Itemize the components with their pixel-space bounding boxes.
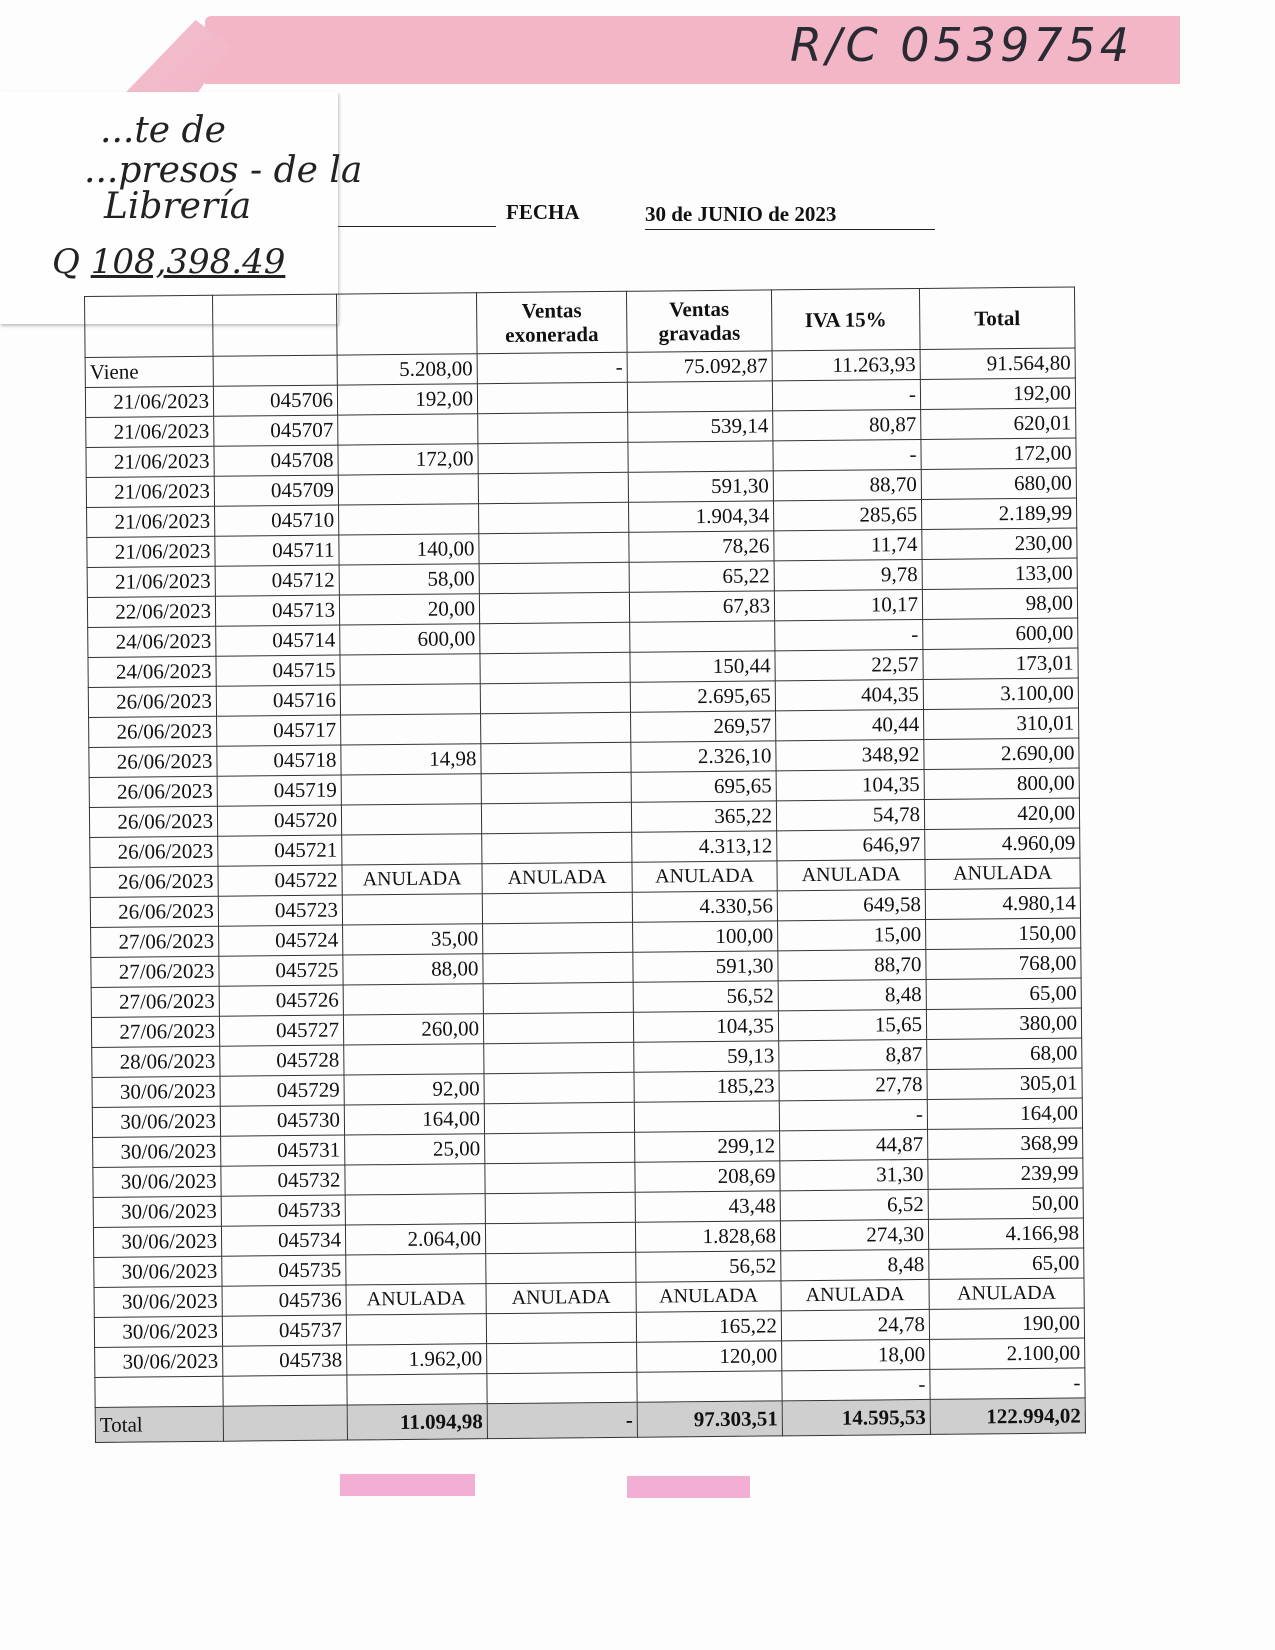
row-total: 65,00 — [926, 978, 1081, 1009]
row-total: 239,99 — [928, 1158, 1083, 1189]
blank-line — [338, 226, 496, 227]
row-iva: 54,78 — [776, 799, 924, 830]
row-iva: 15,65 — [778, 1009, 926, 1040]
row-iva: 88,70 — [778, 949, 926, 980]
row-iva: 10,17 — [774, 589, 922, 620]
row-invoice-number: 045722 — [218, 865, 342, 896]
row-exonerada — [481, 772, 631, 803]
row-invoice-number: 045716 — [216, 685, 340, 716]
row-date: 24/06/2023 — [88, 626, 216, 657]
row-iva: ANULADA — [777, 859, 925, 890]
row-exentas: 35,00 — [343, 924, 483, 955]
row-date: 30/06/2023 — [95, 1346, 223, 1377]
row-iva: 8,48 — [781, 1249, 929, 1280]
row-exonerada — [478, 472, 628, 503]
row-total: 620,01 — [921, 408, 1076, 439]
row-exentas: 58,00 — [339, 564, 479, 595]
row-gravadas — [634, 1101, 779, 1132]
row-total: - — [930, 1368, 1085, 1399]
viene-label: Viene — [85, 356, 213, 387]
row-exonerada — [487, 1372, 637, 1403]
row-invoice-number: 045714 — [216, 625, 340, 656]
row-exonerada — [485, 1222, 635, 1253]
reference-code: R/C 0539754 — [790, 18, 1134, 72]
row-gravadas: 1.904,34 — [629, 501, 774, 532]
row-invoice-number: 045717 — [217, 715, 341, 746]
row-invoice-number: 045712 — [215, 565, 339, 596]
row-date: 30/06/2023 — [93, 1226, 221, 1257]
note-amount-value: 108,398.49 — [90, 242, 286, 282]
viene-exonerada: - — [477, 352, 627, 383]
row-gravadas: 208,69 — [635, 1161, 780, 1192]
row-invoice-number: 045709 — [214, 475, 338, 506]
row-date: 27/06/2023 — [91, 986, 219, 1017]
row-gravadas: 4.313,12 — [632, 831, 777, 862]
row-total: 2.690,00 — [924, 738, 1079, 769]
header-cell: Ventas gravadas — [626, 290, 772, 352]
row-invoice-number: 045730 — [220, 1105, 344, 1136]
row-invoice-number: 045721 — [218, 835, 342, 866]
row-exonerada — [477, 382, 627, 413]
row-total: 190,00 — [929, 1308, 1084, 1339]
row-total: 164,00 — [927, 1098, 1082, 1129]
row-exonerada — [480, 622, 630, 653]
row-exentas — [344, 1044, 484, 1075]
row-gravadas: 695,65 — [631, 771, 776, 802]
row-total: 150,00 — [926, 918, 1081, 949]
row-gravadas: 1.828,68 — [635, 1221, 780, 1252]
row-date: 24/06/2023 — [88, 656, 216, 687]
row-gravadas: 59,13 — [634, 1041, 779, 1072]
fecha-value: 30 de JUNIO de 2023 — [645, 202, 935, 230]
row-date: 30/06/2023 — [93, 1166, 221, 1197]
row-iva: - — [782, 1369, 930, 1400]
row-gravadas: 100,00 — [633, 921, 778, 952]
row-invoice-number: 045708 — [214, 445, 338, 476]
row-iva: 15,00 — [778, 919, 926, 950]
row-iva: 649,58 — [777, 889, 925, 920]
row-invoice-number: 045715 — [216, 655, 340, 686]
row-invoice-number: 045720 — [217, 805, 341, 836]
ledger-table — [84, 286, 1086, 1442]
row-exonerada — [483, 922, 633, 953]
row-date: 21/06/2023 — [87, 566, 215, 597]
row-exentas — [338, 414, 478, 445]
row-gravadas: 591,30 — [633, 951, 778, 982]
row-exonerada — [481, 742, 631, 773]
total-total: 122.994,02 — [930, 1398, 1085, 1434]
row-date: 28/06/2023 — [92, 1046, 220, 1077]
row-exonerada — [484, 1072, 634, 1103]
row-total: 800,00 — [924, 768, 1079, 799]
viene-gravadas: 75.092,87 — [627, 351, 772, 382]
row-gravadas — [627, 381, 772, 412]
row-date: 30/06/2023 — [93, 1196, 221, 1227]
row-iva: 285,65 — [773, 499, 921, 530]
row-total: 50,00 — [928, 1188, 1083, 1219]
row-exentas: 140,00 — [339, 534, 479, 565]
row-exonerada: ANULADA — [486, 1282, 636, 1313]
row-exonerada — [485, 1192, 635, 1223]
row-iva: - — [779, 1099, 927, 1130]
row-iva: - — [773, 439, 921, 470]
row-gravadas: 269,57 — [631, 711, 776, 742]
note-currency: Q — [52, 242, 80, 282]
row-exonerada — [485, 1162, 635, 1193]
row-date — [95, 1376, 223, 1407]
row-exonerada — [485, 1132, 635, 1163]
row-exonerada — [482, 892, 632, 923]
row-exonerada — [479, 562, 629, 593]
row-exonerada — [480, 682, 630, 713]
row-exentas — [340, 654, 480, 685]
row-total: ANULADA — [925, 858, 1080, 889]
row-exonerada — [481, 712, 631, 743]
row-gravadas: ANULADA — [632, 861, 777, 892]
row-iva: 8,48 — [778, 979, 926, 1010]
row-gravadas: 299,12 — [635, 1131, 780, 1162]
row-exentas — [340, 684, 480, 715]
pink-tab-left — [340, 1474, 475, 1496]
row-date: 21/06/2023 — [86, 476, 214, 507]
row-date: 30/06/2023 — [94, 1256, 222, 1287]
row-exentas: ANULADA — [342, 864, 482, 895]
row-total: 368,99 — [928, 1128, 1083, 1159]
row-iva: 104,35 — [776, 769, 924, 800]
header-cell — [336, 293, 477, 355]
row-date: 26/06/2023 — [88, 686, 216, 717]
row-date: 21/06/2023 — [87, 506, 215, 537]
row-exonerada — [486, 1252, 636, 1283]
row-date: 21/06/2023 — [85, 386, 213, 417]
row-total: 192,00 — [920, 378, 1075, 409]
row-iva: 24,78 — [781, 1309, 929, 1340]
row-total: ANULADA — [929, 1278, 1084, 1309]
row-iva: 18,00 — [782, 1339, 930, 1370]
row-exonerada — [478, 412, 628, 443]
fecha-label: FECHA — [506, 200, 580, 224]
note-line-3: Librería — [104, 186, 252, 227]
row-exentas: ANULADA — [346, 1284, 486, 1315]
row-invoice-number: 045735 — [222, 1255, 346, 1286]
row-iva: 404,35 — [775, 679, 923, 710]
row-gravadas: 4.330,56 — [632, 891, 777, 922]
total-gravadas: 97.303,51 — [637, 1401, 782, 1437]
row-invoice-number: 045727 — [219, 1015, 343, 1046]
row-invoice-number: 045713 — [215, 595, 339, 626]
row-total: 2.100,00 — [930, 1338, 1085, 1369]
row-invoice-number: 045711 — [215, 535, 339, 566]
row-iva: 11,74 — [774, 529, 922, 560]
row-total: 2.189,99 — [921, 498, 1076, 529]
row-exentas: 92,00 — [344, 1074, 484, 1105]
row-gravadas — [630, 621, 775, 652]
row-date: 21/06/2023 — [86, 416, 214, 447]
row-exentas — [338, 474, 478, 505]
row-exentas — [339, 504, 479, 535]
row-exentas: 192,00 — [337, 384, 477, 415]
row-exonerada — [479, 502, 629, 533]
row-date: 27/06/2023 — [91, 926, 219, 957]
row-exentas — [341, 774, 481, 805]
row-gravadas — [628, 441, 773, 472]
total-exentas: 11.094,98 — [347, 1404, 487, 1440]
row-exentas — [341, 804, 481, 835]
row-date: 27/06/2023 — [91, 956, 219, 987]
row-date: 30/06/2023 — [92, 1106, 220, 1137]
row-total: 98,00 — [922, 588, 1077, 619]
row-total: 133,00 — [922, 558, 1077, 589]
row-invoice-number — [223, 1375, 347, 1406]
viene-iva: 11.263,93 — [772, 349, 920, 380]
row-invoice-number: 045710 — [215, 505, 339, 536]
row-date: 26/06/2023 — [89, 776, 217, 807]
row-iva: 274,30 — [780, 1219, 928, 1250]
row-iva: 646,97 — [777, 829, 925, 860]
row-exonerada — [484, 1102, 634, 1133]
row-exonerada — [484, 1042, 634, 1073]
row-total: 768,00 — [926, 948, 1081, 979]
header-cell: Total — [919, 287, 1075, 349]
row-exonerada — [478, 442, 628, 473]
row-total: 65,00 — [929, 1248, 1084, 1279]
ledger-table-wrapper — [84, 286, 1085, 1480]
row-date: 21/06/2023 — [86, 446, 214, 477]
row-date: 30/06/2023 — [94, 1316, 222, 1347]
note-amount — [52, 242, 285, 282]
row-exentas: 25,00 — [345, 1134, 485, 1165]
row-invoice-number: 045728 — [220, 1045, 344, 1076]
row-total: 4.960,09 — [925, 828, 1080, 859]
row-invoice-number: 045732 — [221, 1165, 345, 1196]
header-row — [85, 287, 1076, 358]
row-invoice-number: 045731 — [221, 1135, 345, 1166]
row-exentas — [345, 1194, 485, 1225]
row-invoice-number: 045737 — [222, 1315, 346, 1346]
row-exonerada — [483, 982, 633, 1013]
row-date: 26/06/2023 — [90, 896, 218, 927]
row-date: 30/06/2023 — [94, 1286, 222, 1317]
row-gravadas: 120,00 — [637, 1341, 782, 1372]
row-total: 310,01 — [924, 708, 1079, 739]
row-invoice-number: 045726 — [219, 985, 343, 1016]
row-exentas: 14,98 — [341, 744, 481, 775]
row-exentas — [346, 1254, 486, 1285]
row-total: 305,01 — [927, 1068, 1082, 1099]
row-invoice-number: 045724 — [219, 925, 343, 956]
row-total: 4.980,14 — [925, 888, 1080, 919]
row-gravadas — [637, 1371, 782, 1402]
row-exonerada — [479, 592, 629, 623]
row-date: 26/06/2023 — [89, 806, 217, 837]
row-invoice-number: 045736 — [222, 1285, 346, 1316]
row-gravadas: 591,30 — [628, 471, 773, 502]
row-total: 380,00 — [926, 1008, 1081, 1039]
row-invoice-number: 045734 — [221, 1225, 345, 1256]
row-exentas — [347, 1374, 487, 1405]
row-exentas: 260,00 — [343, 1014, 483, 1045]
row-iva: 8,87 — [779, 1039, 927, 1070]
row-date: 26/06/2023 — [89, 746, 217, 777]
row-iva: 80,87 — [773, 409, 921, 440]
row-iva: 348,92 — [776, 739, 924, 770]
header-cell: Ventas exonerada — [476, 291, 627, 353]
row-invoice-number: 045729 — [220, 1075, 344, 1106]
row-iva: - — [772, 379, 920, 410]
row-invoice-number: 045718 — [217, 745, 341, 776]
header-cell — [85, 295, 214, 357]
row-exonerada — [487, 1342, 637, 1373]
row-exentas: 164,00 — [344, 1104, 484, 1135]
row-invoice-number: 045733 — [221, 1195, 345, 1226]
row-gravadas: 150,44 — [630, 651, 775, 682]
row-invoice-number: 045725 — [219, 955, 343, 986]
row-date: 27/06/2023 — [91, 1016, 219, 1047]
row-iva: 31,30 — [780, 1159, 928, 1190]
row-gravadas: 65,22 — [629, 561, 774, 592]
viene-total: 91.564,80 — [920, 348, 1075, 379]
row-exentas — [342, 834, 482, 865]
row-iva: 9,78 — [774, 559, 922, 590]
pink-tab-right — [627, 1476, 750, 1498]
row-iva: 6,52 — [780, 1189, 928, 1220]
total-exonerada: - — [487, 1402, 637, 1438]
row-total: 230,00 — [922, 528, 1077, 559]
total-label: Total — [95, 1406, 223, 1442]
row-exentas — [342, 894, 482, 925]
row-total: 173,01 — [923, 648, 1078, 679]
row-total: 4.166,98 — [928, 1218, 1083, 1249]
row-date: 26/06/2023 — [89, 716, 217, 747]
note-line-1: ...te de — [100, 110, 226, 151]
row-iva: 22,57 — [775, 649, 923, 680]
row-gravadas: 539,14 — [628, 411, 773, 442]
row-exonerada: ANULADA — [482, 862, 632, 893]
row-exentas: 88,00 — [343, 954, 483, 985]
row-gravadas: 56,52 — [633, 981, 778, 1012]
row-invoice-number: 045719 — [217, 775, 341, 806]
row-total: 680,00 — [921, 468, 1076, 499]
row-total: 3.100,00 — [923, 678, 1078, 709]
row-date: 22/06/2023 — [87, 596, 215, 627]
header-cell: IVA 15% — [771, 288, 920, 350]
row-gravadas: 43,48 — [635, 1191, 780, 1222]
row-iva: 44,87 — [780, 1129, 928, 1160]
row-gravadas: 165,22 — [636, 1311, 781, 1342]
row-exentas: 20,00 — [339, 594, 479, 625]
row-iva: 27,78 — [779, 1069, 927, 1100]
row-date: 21/06/2023 — [87, 536, 215, 567]
row-date: 30/06/2023 — [93, 1136, 221, 1167]
row-exonerada — [482, 832, 632, 863]
row-total: 420,00 — [924, 798, 1079, 829]
row-exentas: 172,00 — [338, 444, 478, 475]
row-gravadas: 67,83 — [629, 591, 774, 622]
row-date: 26/06/2023 — [90, 836, 218, 867]
row-total: 172,00 — [921, 438, 1076, 469]
row-gravadas: 185,23 — [634, 1071, 779, 1102]
row-gravadas: 56,52 — [636, 1251, 781, 1282]
row-iva: 88,70 — [773, 469, 921, 500]
total-iva: 14.595,53 — [782, 1399, 930, 1435]
row-exonerada — [483, 1012, 633, 1043]
row-invoice-number: 045738 — [223, 1345, 347, 1376]
row-date: 30/06/2023 — [92, 1076, 220, 1107]
row-exentas — [341, 714, 481, 745]
header-cell — [212, 294, 337, 356]
row-invoice-number: 045706 — [213, 385, 337, 416]
row-iva: 40,44 — [776, 709, 924, 740]
row-iva: ANULADA — [781, 1279, 929, 1310]
viene-exentas: 5.208,00 — [337, 354, 477, 385]
row-exentas: 2.064,00 — [345, 1224, 485, 1255]
row-exentas: 600,00 — [340, 624, 480, 655]
row-gravadas: 104,35 — [633, 1011, 778, 1042]
row-iva: - — [775, 619, 923, 650]
row-date: 26/06/2023 — [90, 866, 218, 897]
row-exonerada — [479, 532, 629, 563]
row-gravadas: ANULADA — [636, 1281, 781, 1312]
row-invoice-number: 045723 — [218, 895, 342, 926]
row-exonerada — [481, 802, 631, 833]
row-exentas: 1.962,00 — [347, 1344, 487, 1375]
row-exentas — [345, 1164, 485, 1195]
row-gravadas: 365,22 — [631, 801, 776, 832]
row-exonerada — [486, 1312, 636, 1343]
note-line-2: ...presos - de la — [84, 150, 363, 191]
row-gravadas: 2.695,65 — [630, 681, 775, 712]
row-total: 600,00 — [923, 618, 1078, 649]
row-gravadas: 78,26 — [629, 531, 774, 562]
row-exentas — [343, 984, 483, 1015]
row-exonerada — [480, 652, 630, 683]
row-exonerada — [483, 952, 633, 983]
row-total: 68,00 — [927, 1038, 1082, 1069]
total-num — [223, 1405, 347, 1441]
row-exentas — [346, 1314, 486, 1345]
row-invoice-number: 045707 — [214, 415, 338, 446]
row-gravadas: 2.326,10 — [631, 741, 776, 772]
viene-num — [213, 355, 337, 386]
